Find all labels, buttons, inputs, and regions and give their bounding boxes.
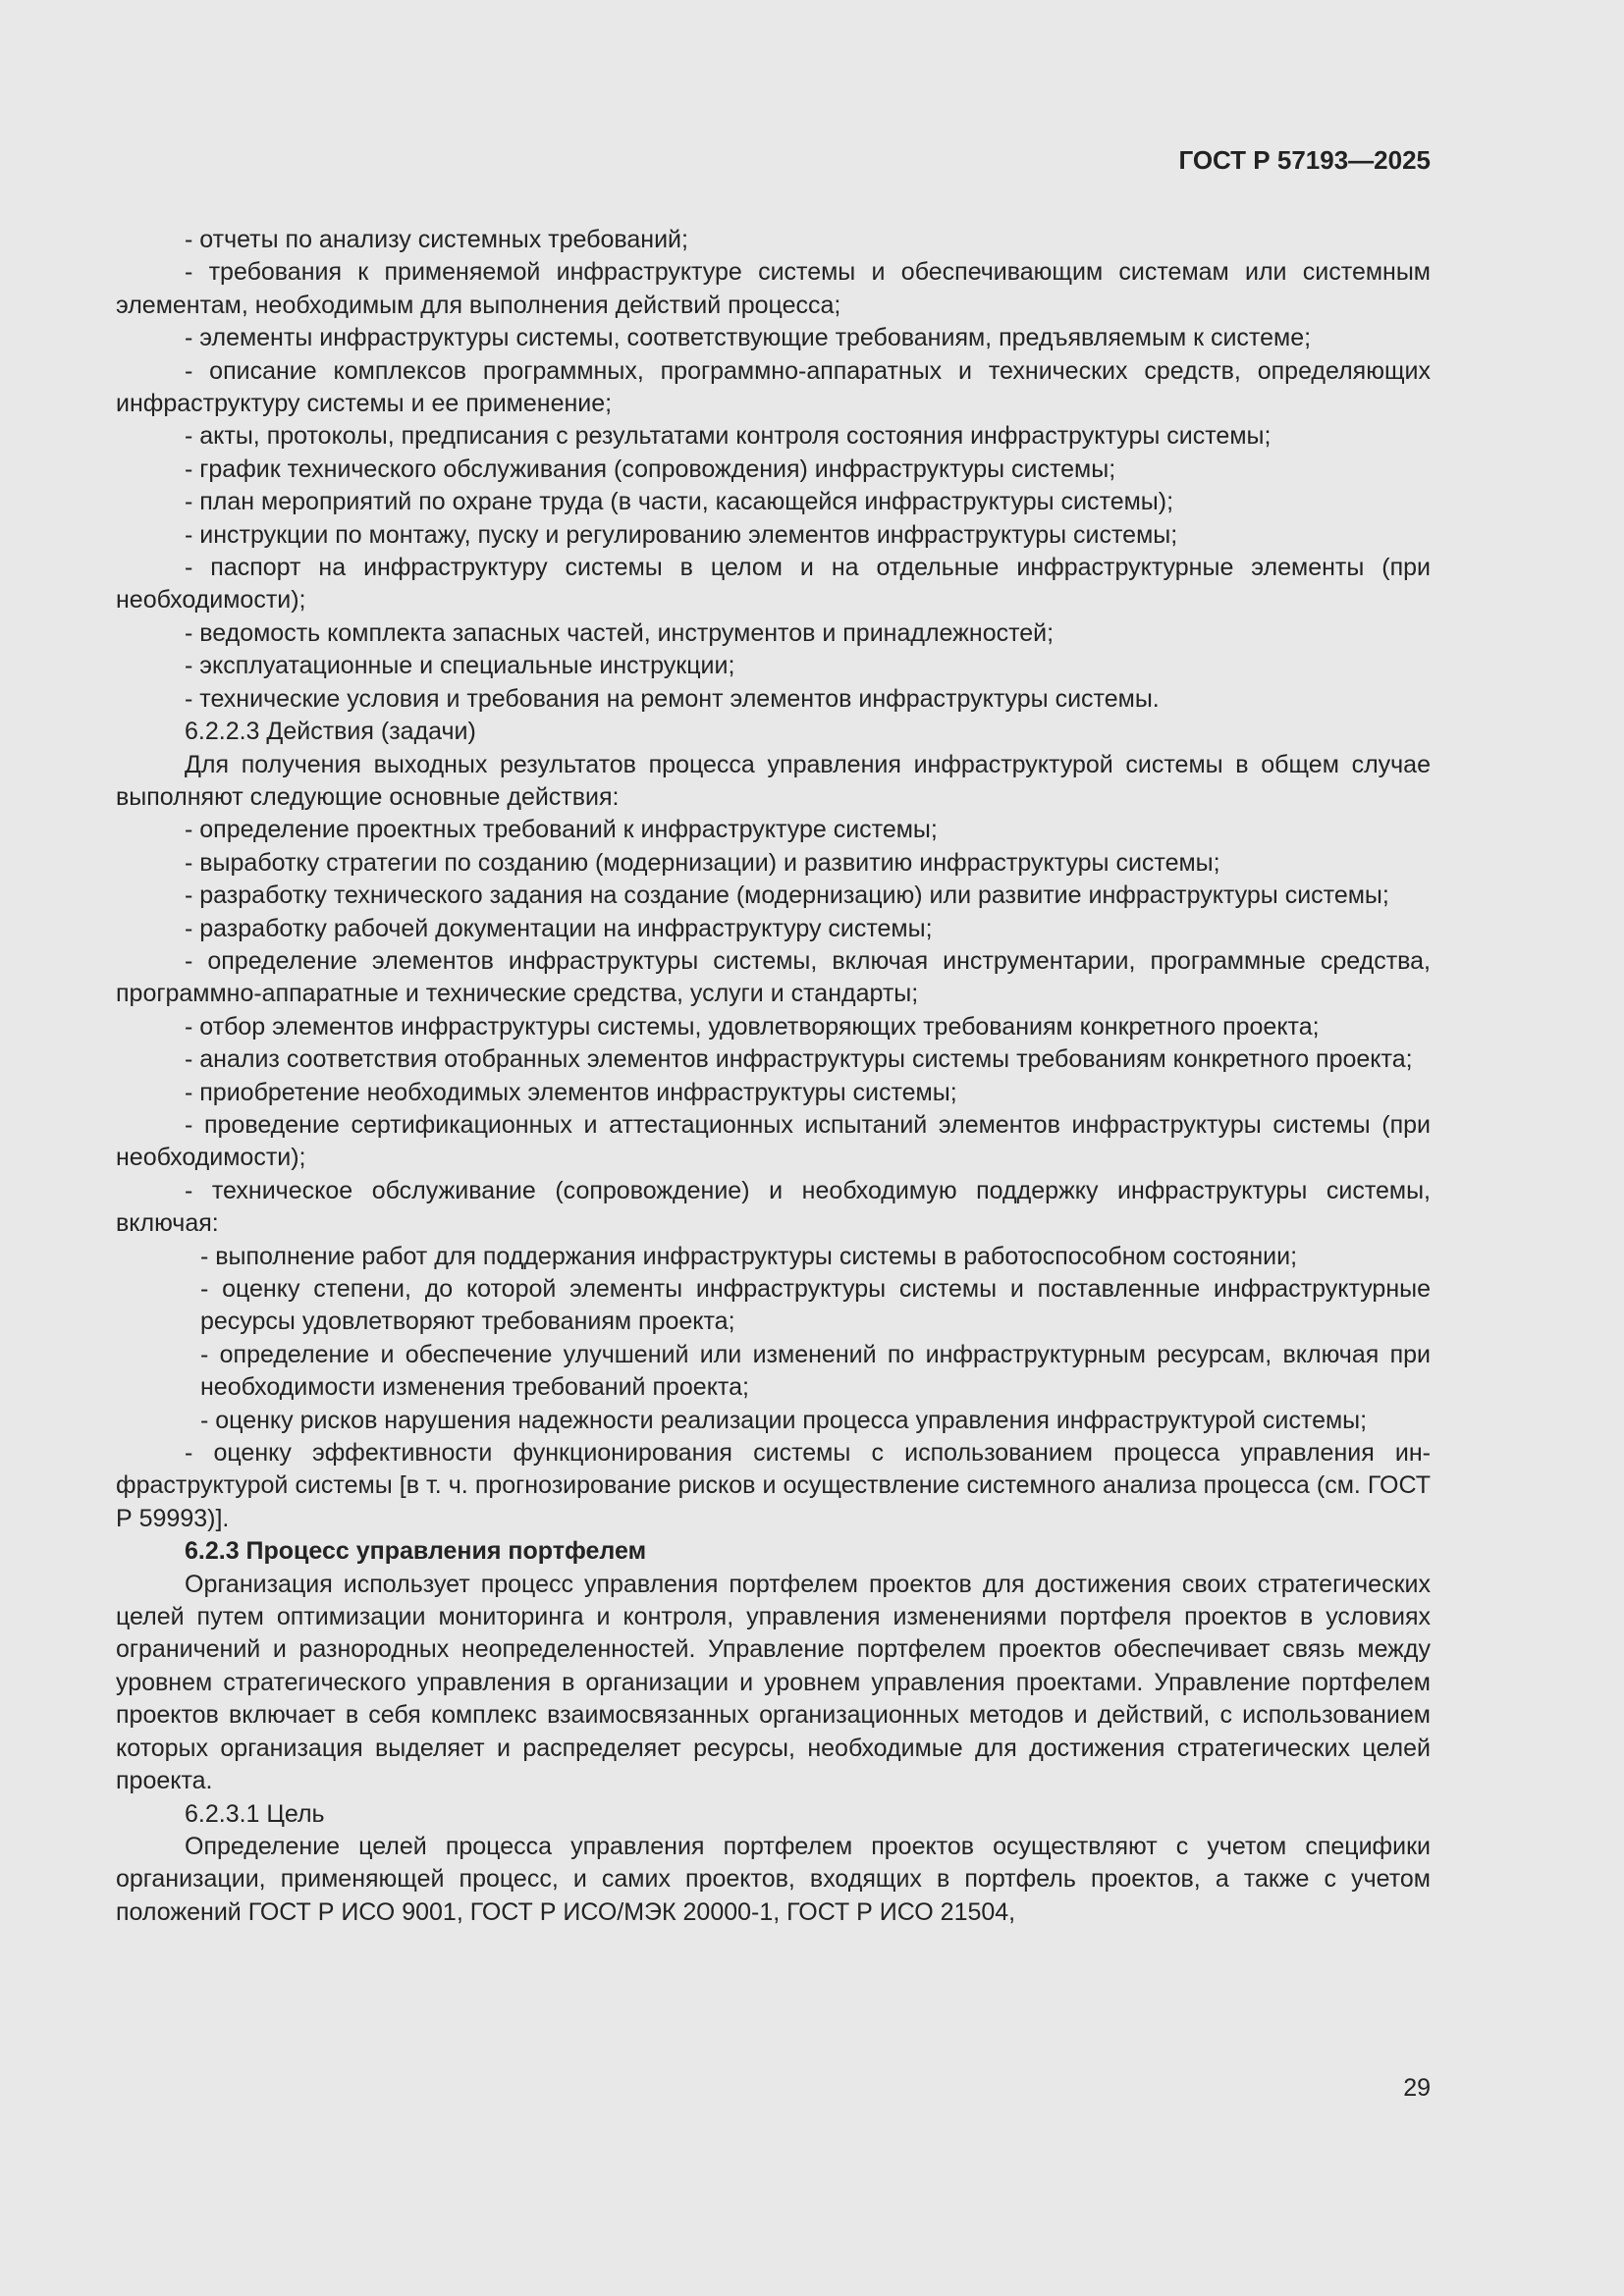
body-paragraph: - описание комплексов программных, программно-аппаратных и технических средств, определяющих инфраструктуру системы и ее применение; — [116, 356, 1431, 418]
body-paragraph: - требования к применяемой инфраструктуре системы и обеспечивающим системам или системным элементам, необходимым для выполнения действий процесса; — [116, 258, 1431, 319]
body-paragraph: - ведомость комплекта запасных частей, инструментов и принадлежностей; — [185, 618, 1055, 647]
body-paragraph: - приобретение необходимых элементов инфраструктуры системы; — [185, 1078, 957, 1106]
body-paragraph: - проведение сертификационных и аттестационных испытаний элементов инфраструктуры системы (при необходимости); — [116, 1110, 1431, 1172]
section-heading: 6.2.3 Процесс управления портфелем — [185, 1537, 647, 1566]
body-paragraph: - элементы инфраструктуры системы, соответствующие требованиям, предъявляемым к системе; — [185, 324, 1312, 352]
body-paragraph: Определение целей процесса управления портфелем проектов осуществляют с учетом специфики организации, применяющей процесс, и самих проектов, входящих в портфель проектов, а также с учетом положений ГОСТ Р ИСО 9001, ГОСТ Р ИСО/МЭК 20000-1, ГОСТ Р ИСО 21504, — [116, 1832, 1431, 1926]
sub-list-item: - определение и обеспечение улучшений или изменений по инфраструктурным ресурсам, включая при необходимости изменения требований проекта; — [200, 1340, 1431, 1402]
body-paragraph: - разработку технического задания на создание (модернизацию) или развитие инфраструктуры системы; — [185, 881, 1389, 910]
body-paragraph: - оценку эффективности функционирования системы с использованием процесса управления инфраструктурой системы [в т. ч. прогнозирование рисков и осуществление системного анализа процесса (см. ГОСТ Р 59993)]. — [116, 1439, 1431, 1532]
body-paragraph: - план мероприятий по охране труда (в части, касающейся инфраструктуры системы); — [185, 488, 1174, 516]
page-number: 29 — [1403, 2074, 1431, 2102]
body-paragraph: 6.2.2.3 Действия (задачи) — [185, 718, 476, 746]
body-paragraph: - отбор элементов инфраструктуры системы, удовлетворяющих требованиям конкретного проекта; — [185, 1012, 1320, 1041]
document-body — [116, 224, 1431, 1929]
sub-list-item: - оценку степени, до которой элементы инфраструктуры системы и поставленные инфраструктурные ресурсы удовлетворяют требованиям проекта; — [200, 1275, 1431, 1336]
body-paragraph: - акты, протоколы, предписания с результатами контроля состояния инфраструктуры системы; — [185, 422, 1272, 451]
body-paragraph: - выработку стратегии по созданию (модернизации) и развитию инфраструктуры системы; — [185, 848, 1220, 877]
body-paragraph: - анализ соответствия отобранных элементов инфраструктуры системы требованиям конкретного проекта; — [185, 1045, 1413, 1074]
body-paragraph: - график технического обслуживания (сопровождения) инфраструктуры системы; — [185, 454, 1116, 483]
body-paragraph: - технические условия и требования на ремонт элементов инфраструктуры системы. — [185, 684, 1160, 713]
body-paragraph: - эксплуатационные и специальные инструкции; — [185, 652, 735, 680]
document-number-header: ГОСТ Р 57193—2025 — [1178, 145, 1431, 175]
body-paragraph: - отчеты по анализу системных требований; — [185, 226, 688, 253]
sub-list-item: - оценку рисков нарушения надежности реализации процесса управления инфраструктурой системы; — [200, 1406, 1368, 1434]
body-paragraph: Для получения выходных результатов процесса управления инфраструктурой системы в общем случае выполняют следующие основные действия: — [116, 750, 1431, 811]
body-paragraph: - техническое обслуживание (сопровождение) и необходимую поддержку инфраструктуры системы, включая: — [116, 1176, 1431, 1238]
body-paragraph: 6.2.3.1 Цель — [185, 1799, 325, 1828]
body-paragraph: - паспорт на инфраструктуру системы в целом и на отдельные инфраструктурные элементы (при необходимости); — [116, 554, 1431, 614]
body-paragraph: - определение элементов инфраструктуры системы, включая инструментарии, программные средства, программно-аппаратные и технические средства, услуги и стандарты; — [116, 946, 1431, 1008]
body-paragraph: - определение проектных требований к инфраструктуре системы; — [185, 816, 938, 844]
sub-list-item: - выполнение работ для поддержания инфраструктуры системы в работоспособном состоянии; — [200, 1242, 1298, 1270]
body-paragraph: Организация использует процесс управления портфелем проектов для достижения своих стратегических целей путем оптимизации мониторинга и контроля, управления изменениями портфеля проектов в условиях ограничений и разнородных неопределенностей. Управление портфелем проектов обеспечивает связь между уровнем стратегического управления в организации и уровнем управления проектами. Управление портфелем проектов включает в себя комплекс взаимосвязанных организационных методов и действий, с использованием которых организация выделяет и распределяет ресурсы, необходимые для достижения стратегических целей проекта. — [116, 1570, 1431, 1795]
body-paragraph: - инструкции по монтажу, пуску и регулированию элементов инфраструктуры системы; — [185, 520, 1178, 549]
body-paragraph: - разработку рабочей документации на инфраструктуру системы; — [185, 914, 933, 942]
